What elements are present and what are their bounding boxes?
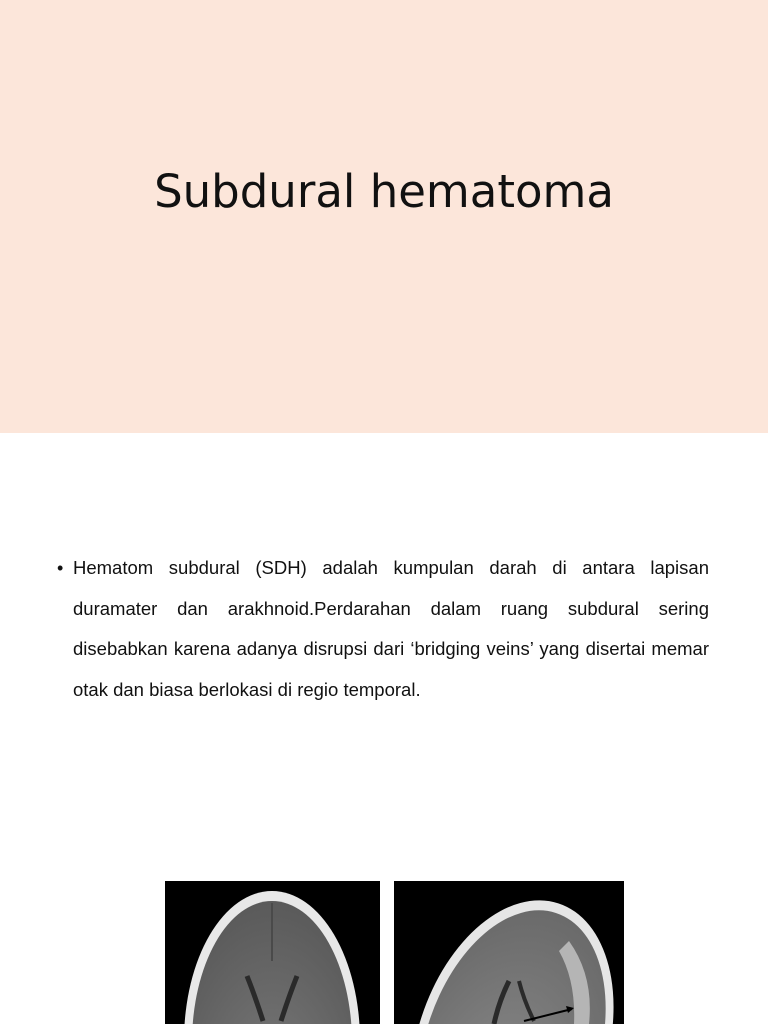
ct-scan-image-right (394, 881, 624, 1024)
ct-scan-image-left (165, 881, 380, 1024)
ct-scan-left-drawing (165, 881, 380, 1024)
ct-scan-right-drawing (394, 881, 624, 1024)
bullet-dot-icon: • (57, 558, 64, 578)
title-band (0, 0, 768, 433)
bullet-text: Hematom subdural (SDH) adalah kumpulan darah di antara lapisan duramater dan arakhnoid.Perdarahan dalam ruang subdural sering disebabkan karena adanya disrupsi dari ‘bridging veins’ yang disertai memar otak dan biasa berlokasi di regio temporal. (73, 557, 709, 700)
slide-title: Subdural hematoma (154, 165, 614, 218)
slide-content (57, 548, 709, 710)
bullet-item (57, 548, 709, 710)
